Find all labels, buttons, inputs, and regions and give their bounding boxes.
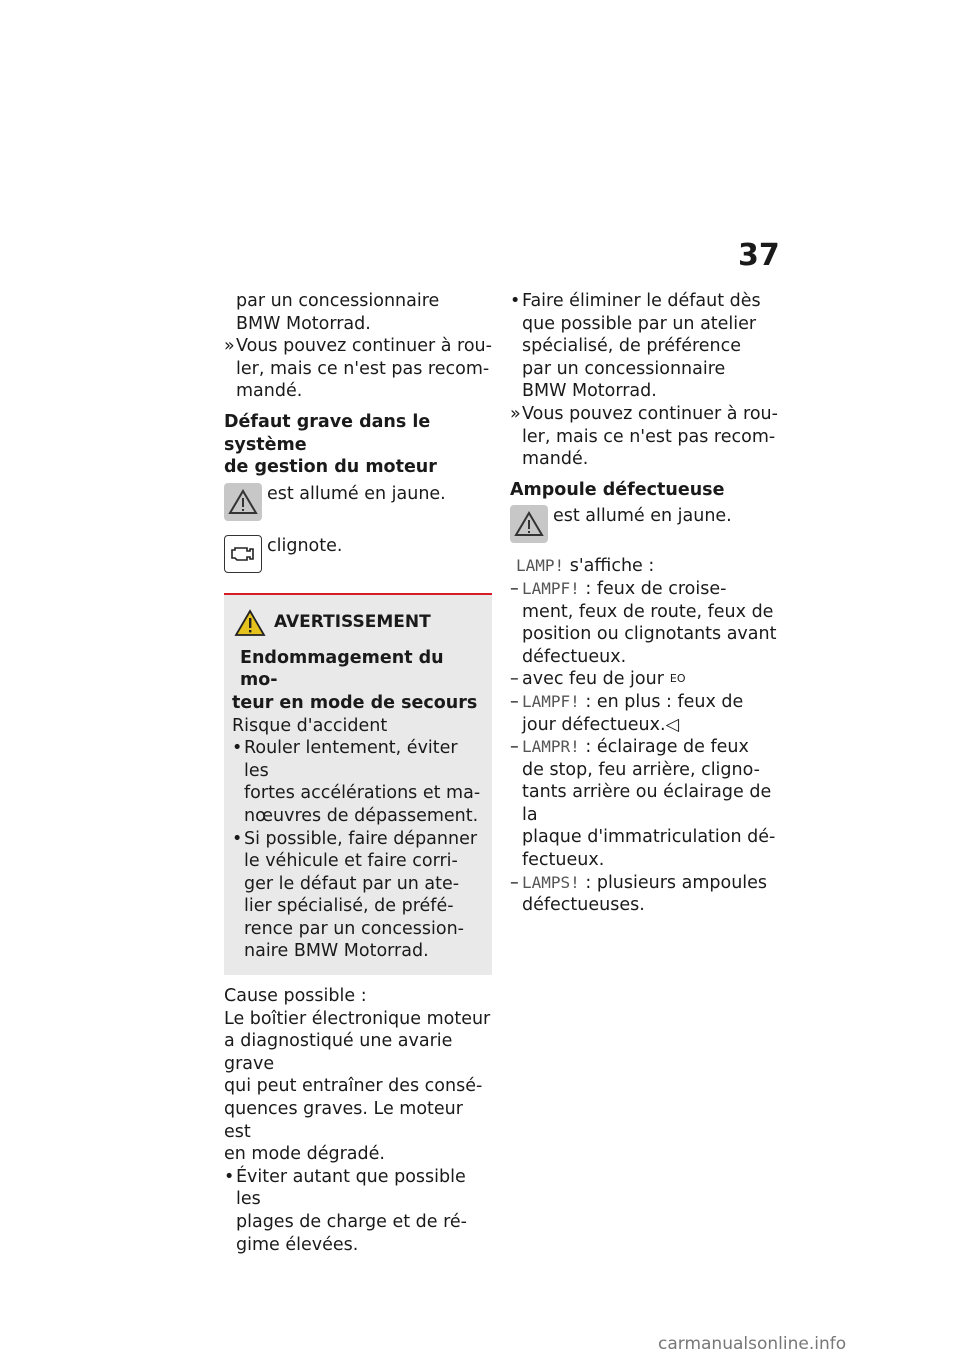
text-line: fectueux. xyxy=(522,850,605,871)
list-item: – LAMPF! : feux de croise- xyxy=(510,578,727,599)
list-item: • Éviter autant que possible les xyxy=(224,1166,466,1210)
list-item: – LAMPR! : éclairage de feux xyxy=(510,737,749,758)
left-column xyxy=(224,290,492,1256)
result-item: » Vous pouvez continuer à rou- xyxy=(510,403,778,424)
list-item: – LAMPF! : en plus : feux de xyxy=(510,691,744,712)
watermark-link[interactable]: carmanualsonline.info xyxy=(658,1334,847,1354)
text-line: en mode dégradé. xyxy=(224,1144,385,1165)
display-code: LAMPF! xyxy=(522,691,580,711)
text-line: fortes accélérations et ma- xyxy=(244,783,481,804)
warning-heading: teur en mode de secours xyxy=(232,692,478,713)
text-line: lier spécialisé, de préfé- xyxy=(244,896,454,917)
text-line: a diagnostiqué une avarie grave xyxy=(224,1031,453,1074)
list-item: • Rouler lentement, éviter les xyxy=(232,738,458,781)
text-line: ment, feux de route, feux de xyxy=(522,601,774,622)
section-heading: de gestion du moteur xyxy=(224,457,437,478)
text-line: Le boîtier électronique moteur xyxy=(224,1008,491,1029)
text-line: plages de charge et de ré- xyxy=(236,1212,467,1232)
text-line: plaque d'immatriculation dé- xyxy=(522,827,776,848)
list-item: – LAMPS! : plusieurs ampoules xyxy=(510,872,768,893)
text-line: quences graves. Le moteur est xyxy=(224,1099,463,1142)
warning-title: AVERTISSEMENT xyxy=(234,609,484,637)
text-line: qui peut entraîner des consé- xyxy=(224,1076,483,1097)
text-line: mandé. xyxy=(236,381,303,402)
result-item: » Vous pouvez continuer à rou- xyxy=(224,336,492,357)
warning-triangle-icon xyxy=(510,505,548,543)
text-line: par un concessionnaire xyxy=(522,358,726,379)
text-line: ger le défaut par un ate- xyxy=(244,873,460,894)
text-line: mandé. xyxy=(522,449,589,470)
text-line: rence par un concession- xyxy=(244,918,464,939)
text-line: nœuvres de dépassement. xyxy=(244,805,479,826)
text-line: BMW Motorrad. xyxy=(236,313,371,334)
section-heading: Défaut grave dans le système xyxy=(224,411,431,455)
display-code: LAMPR! xyxy=(522,737,580,757)
indicator-row xyxy=(510,505,780,549)
text-line: par un concessionnaire xyxy=(236,291,440,311)
indicator-text: est allumé en jaune. xyxy=(267,483,446,504)
warning-icon xyxy=(234,609,266,637)
text-line: défectueux. xyxy=(522,646,627,667)
text-line: ler, mais ce n'est pas recom- xyxy=(522,426,776,447)
text-line: de stop, feu arrière, cligno- xyxy=(522,759,760,780)
engine-icon xyxy=(224,535,262,573)
text-line: le véhicule et faire corri- xyxy=(244,851,458,872)
warning-risk: Risque d'accident xyxy=(232,715,388,736)
indicator-row xyxy=(224,535,492,579)
right-column xyxy=(510,290,780,917)
display-code: LAMP! xyxy=(516,556,565,576)
text-line: position ou clignotants avant xyxy=(522,624,777,645)
warning-box xyxy=(224,593,492,975)
text-line: Cause possible : xyxy=(224,986,367,1007)
text-line: naire BMW Motorrad. xyxy=(244,941,429,962)
warning-heading: Endommagement du mo- xyxy=(240,647,444,691)
text-line: que possible par un atelier xyxy=(522,313,757,334)
page-number: 37 xyxy=(738,238,780,273)
indicator-row xyxy=(224,483,492,527)
section-heading: Ampoule défectueuse xyxy=(510,479,725,500)
option-badge: EO xyxy=(669,672,686,686)
text-line: jour défectueux.◁ xyxy=(522,714,680,735)
indicator-text: est allumé en jaune. xyxy=(553,506,732,527)
list-item: • Faire éliminer le défaut dès xyxy=(510,291,761,311)
text-line: spécialisé, de préférence xyxy=(522,336,742,357)
text-line: tants arrière ou éclairage de la xyxy=(522,782,772,825)
text-line: BMW Motorrad. xyxy=(522,381,657,402)
warning-triangle-icon xyxy=(224,483,262,521)
display-code: LAMPS! xyxy=(522,872,580,892)
display-message: LAMP! s'affiche : xyxy=(516,556,655,577)
list-item: – avec feu de jour $^{EO}$ xyxy=(510,669,686,690)
indicator-text: clignote. xyxy=(267,535,343,556)
text-line: ler, mais ce n'est pas recom- xyxy=(236,358,490,379)
list-item: • Si possible, faire dépanner xyxy=(232,828,478,849)
text-line: défectueuses. xyxy=(522,895,645,916)
text-line: gime élevées. xyxy=(236,1234,359,1255)
display-code: LAMPF! xyxy=(522,578,580,598)
